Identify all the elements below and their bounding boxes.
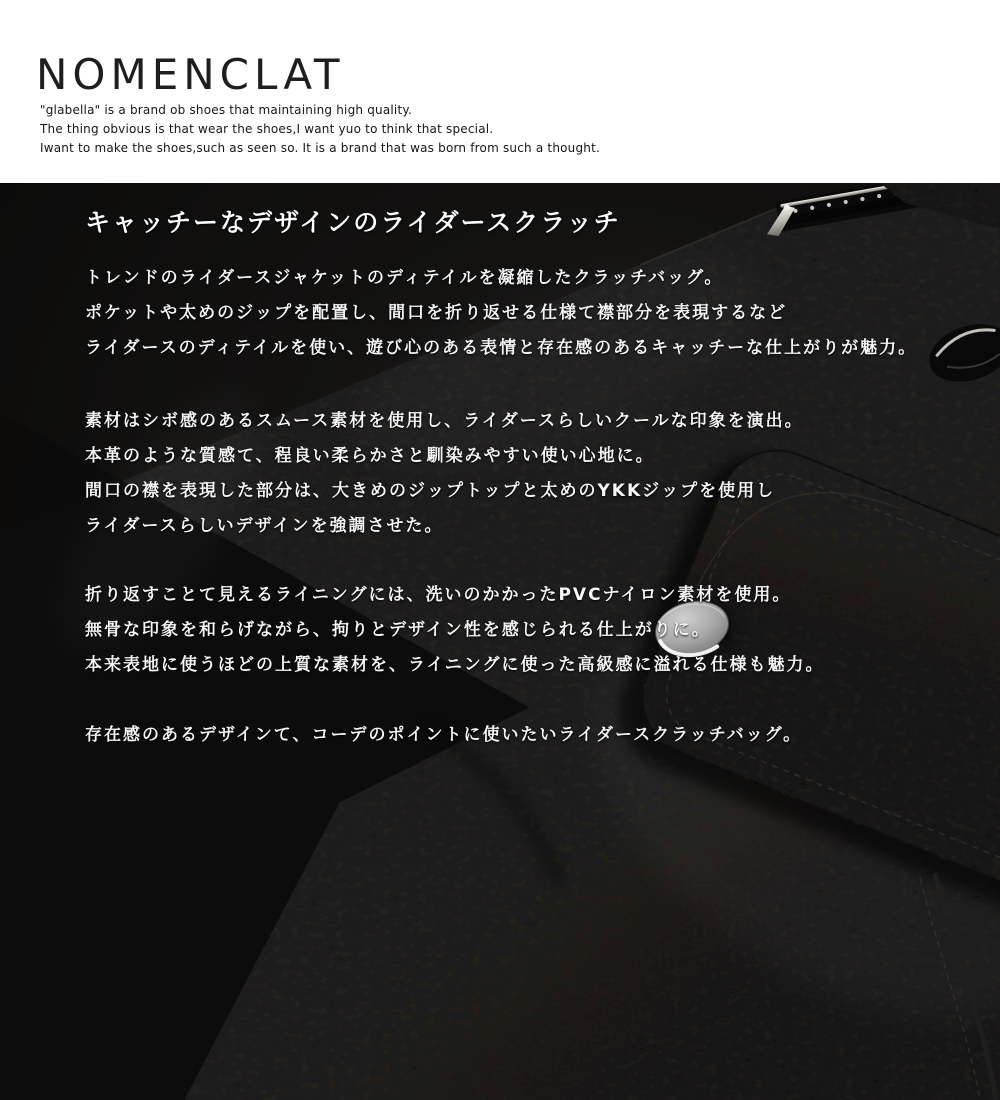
brand-tagline bbox=[40, 101, 600, 158]
hero-paragraph-line: 折り返すことて見えるライニングには、洗いのかかったPVCナイロン素材を使用。 bbox=[85, 585, 792, 605]
brand-tagline-line: Iwant to make the shoes,such as seen so. It is a brand that was born from such a thought. bbox=[40, 141, 601, 155]
brand-header bbox=[0, 0, 1000, 183]
hero-paragraph-line: ライダースらしいデザインを強調させた。 bbox=[85, 516, 444, 536]
hero-paragraph-line: ポケットや太めのジップを配置し、間口を折り返せる仕様て襟部分を表現するなど bbox=[85, 303, 788, 323]
brand-tagline-line: "glabella" is a brand ob shoes that maintaining high quality. bbox=[40, 103, 412, 117]
hero-paragraph-line: 本来表地に使うほどの上質な素材を、ライニングに使った高級感に溢れる仕様も魅力。 bbox=[85, 655, 825, 675]
hero-paragraph-line: 無骨な印象を和らげながら、拘りとデザイン性を感じられる仕上がりに。 bbox=[85, 620, 711, 640]
brand-tagline-line: The thing obvious is that wear the shoes,I want yuo to think that special. bbox=[40, 122, 494, 136]
hero-paragraph-line: 素材はシボ感のあるスムース素材を使用し、ライダースらしいクールな印象を演出。 bbox=[85, 411, 804, 431]
hero-paragraph bbox=[85, 261, 917, 366]
hero-paragraph bbox=[85, 718, 802, 753]
hero-paragraph-line: トレンドのライダースジャケットのディテイルを凝縮したクラッチバッグ。 bbox=[85, 268, 724, 288]
hero-paragraph bbox=[85, 578, 824, 683]
brand-logo-text: NOMENCLAT bbox=[36, 50, 345, 99]
hero-paragraph-line: ライダースのディテイルを使い、遊び心のある表情と存在感のあるキャッチーな仕上がりが魅力。 bbox=[85, 338, 918, 358]
product-hero-section bbox=[0, 183, 1000, 1100]
hero-title: キャッチーなデザインのライダースクラッチ bbox=[85, 208, 621, 237]
hero-paragraph-line: 本革のような質感て、程良い柔らかさと馴染みやすい使い心地に。 bbox=[85, 446, 655, 466]
hero-paragraph-line: 間口の襟を表現した部分は、大きめのジップトップと太めのYKKジップを使用し bbox=[85, 481, 776, 501]
hero-paragraph-line: 存在感のあるデザインて、コーデのポイントに使いたいライダースクラッチバッグ。 bbox=[85, 725, 803, 745]
hero-paragraph bbox=[85, 404, 804, 544]
